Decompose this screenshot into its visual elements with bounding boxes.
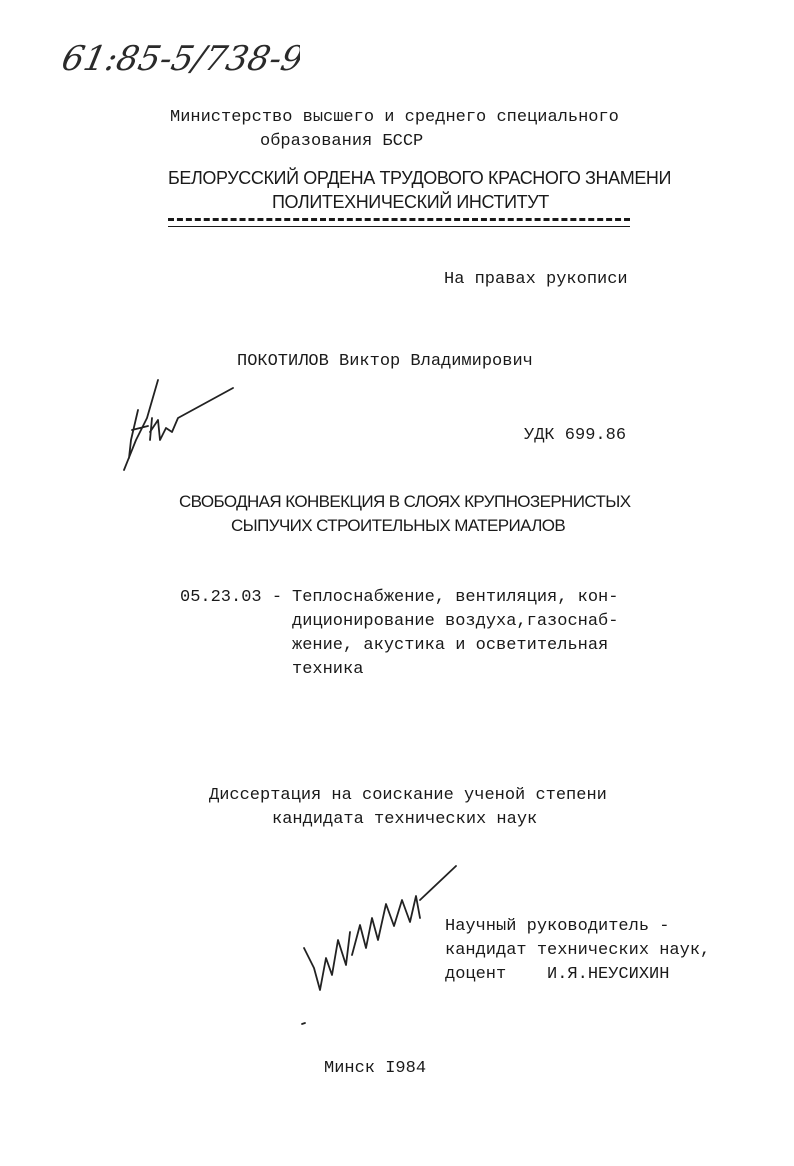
ministry-line-1: Министерство высшего и среднего специального [170,108,619,127]
degree-line-1: Диссертация на соискание ученой степени [209,786,607,805]
specialty-line-3: жение, акустика и осветительная [292,636,609,655]
ministry-line-2: образования БССР [260,132,424,151]
pen-dot [302,1023,305,1024]
archive-number-text: 61:85-5/738-9 [60,39,300,79]
author-signature [124,380,233,470]
manuscript-rights: На правах рукописи [444,270,628,289]
author-name: ПОКОТИЛОВ Виктор Владимирович [237,352,533,371]
supervisor-line-1: Научный руководитель - [445,917,670,936]
degree-line-2: кандидата технических наук [272,810,538,829]
institute-line-2: ПОЛИТЕХНИЧЕСКИЙ ИНСТИТУТ [272,192,549,212]
title-line-1: СВОБОДНАЯ КОНВЕКЦИЯ В СЛОЯХ КРУПНОЗЕРНИСТЫХ [179,492,631,511]
institute-line-1: БЕЛОРУССКИЙ ОРДЕНА ТРУДОВОГО КРАСНОГО ЗНАМЕНИ [168,168,672,188]
title-line-2: СЫПУЧИХ СТРОИТЕЛЬНЫХ МАТЕРИАЛОВ [231,516,566,535]
specialty-line-2: диционирование воздуха,газоснаб- [292,612,619,631]
supervisor-signature [304,866,456,990]
specialty-code: 05.23.03 - [180,588,283,607]
city-year: Минск I984 [324,1059,427,1078]
specialty-line-4: техника [292,660,364,679]
supervisor-line-3: доцент И.Я.НЕУСИХИН [445,965,670,984]
specialty-line-1: Теплоснабжение, вентиляция, кон- [292,588,619,607]
supervisor-line-2: кандидат технических наук, [445,941,711,960]
udc-code: УДК 699.86 [524,426,627,445]
